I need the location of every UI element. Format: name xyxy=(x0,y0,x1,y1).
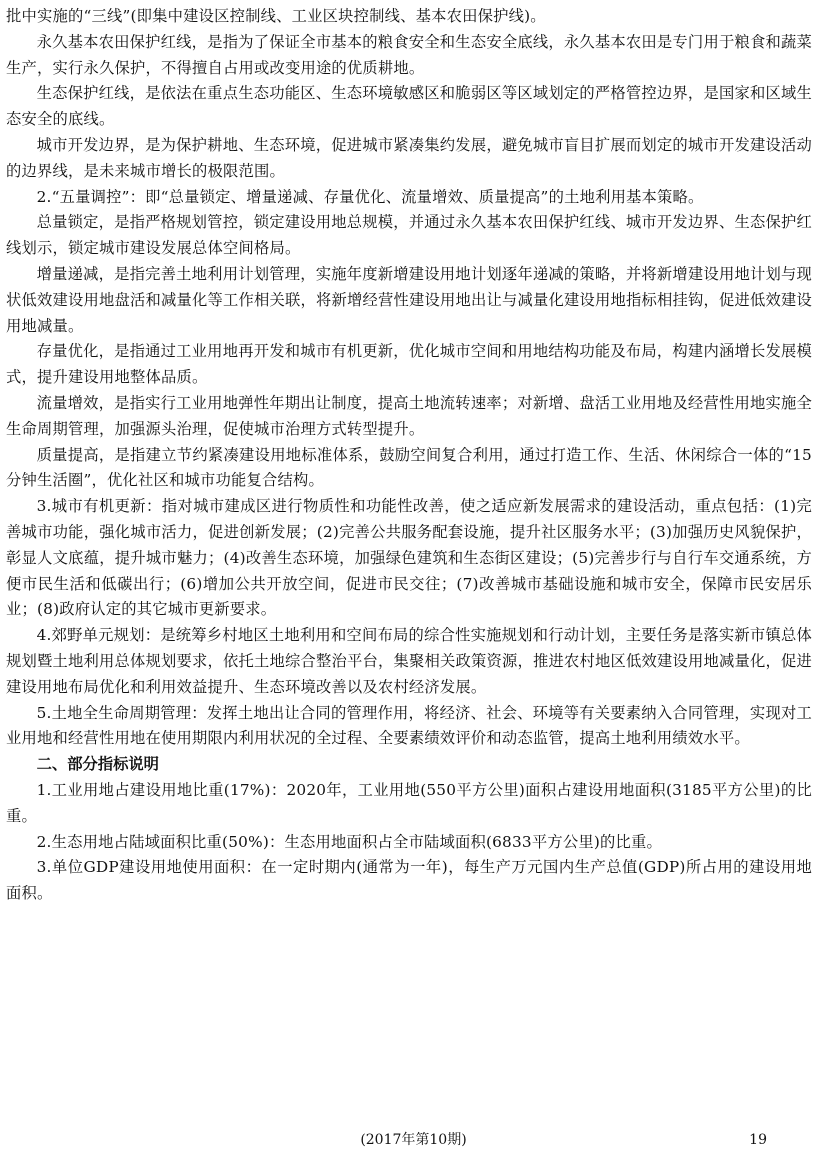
paragraph: 增量递减，是指完善土地利用计划管理，实施年度新增建设用地计划逐年递减的策略，并将新增建设用地计划与现状低效建设用地盘活和减量化等工作相关联，将新增经营性建设用地出让与减量化建设用地指标相挂钩，促进低效建设用地减量。 xyxy=(6,264,812,335)
paragraph: 质量提高，是指建立节约紧凑建设用地标准体系，鼓励空间复合利用，通过打造工作、生活、休闲综合一体的“15分钟生活圈”，优化社区和城市功能复合结构。 xyxy=(6,445,812,490)
indicator-paragraph: 2.生态用地占陆域面积比重(50%)：生态用地面积占全市陆域面积(6833平方公里)的比重。 xyxy=(36,832,662,851)
paragraph: 批中实施的“三线”(即集中建设区控制线、工业区块控制线、基本农田保护线)。 xyxy=(6,7,546,25)
section-heading: 二、部分指标说明 xyxy=(36,755,159,774)
indicator-paragraph: 3.单位GDP建设用地使用面积：在一定时期内(通常为一年)，每生产万元国内生产总值(GDP)所占用的建设用地面积。 xyxy=(6,858,812,903)
body-text xyxy=(6,4,812,907)
paragraph: 城市开发边界，是为保护耕地、生态环境，促进城市紧凑集约发展，避免城市盲目扩展而划定的城市开发建设活动的边界线，是未来城市增长的极限范围。 xyxy=(6,135,812,180)
paragraph: 4.郊野单元规划：是统筹乡村地区土地利用和空间布局的综合性实施规划和行动计划，主要任务是落实新市镇总体规划暨土地利用总体规划要求，依托土地综合整治平台，集聚相关政策资源，推进农村地区低效建设用地减量化，促进建设用地布局优化和利用效益提升、生态环境改善以及农村经济发展。 xyxy=(6,626,812,696)
paragraph: 生态保护红线，是依法在重点生态功能区、生态环境敏感区和脆弱区等区域划定的严格管控边界，是国家和区域生态安全的底线。 xyxy=(6,84,812,129)
indicator-paragraph: 1.工业用地占建设用地比重(17%)：2020年，工业用地(550平方公里)面积占建设用地面积(3185平方公里)的比重。 xyxy=(6,780,812,825)
paragraph: 永久基本农田保护红线，是指为了保证全市基本的粮食安全和生态安全底线，永久基本农田是专门用于粮食和蔬菜生产，实行永久保护，不得擅自占用或改变用途的优质耕地。 xyxy=(6,32,812,77)
paragraph: 流量增效，是指实行工业用地弹性年期出让制度，提高土地流转速率；对新增、盘活工业用地及经营性用地实施全生命周期管理，加强源头治理，促使城市治理方式转型提升。 xyxy=(6,393,812,438)
paragraph: 3.城市有机更新：指对城市建成区进行物质性和功能性改善，使之适应新发展需求的建设活动，重点包括：(1)完善城市功能，强化城市活力，促进创新发展；(2)完善公共服务配套设施，提升社区服务水平；(3)加强历史风貌保护，彰显人文底蕴，提升城市魅力；(4)改善生态环境，加强绿色建筑和生态街区建设；(5)完善步行与自行车交通系统，方便市民生活和低碳出行；(6)增加公共开放空间，促进市民交往；(7)改善城市基础设施和城市安全，保障市民安居乐业；(8)政府认定的其它城市更新要求。 xyxy=(6,497,812,619)
paragraph: 存量优化，是指通过工业用地再开发和城市有机更新，优化城市空间和用地结构功能及布局，构建内涵增长发展模式，提升建设用地整体品质。 xyxy=(6,342,812,387)
page-footer xyxy=(0,1128,827,1152)
page-number: 19 xyxy=(749,1132,767,1148)
paragraph: 5.土地全生命周期管理：发挥土地出让合同的管理作用，将经济、社会、环境等有关要素纳入合同管理，实现对工业用地和经营性用地在使用期限内利用状况的全过程、全要素绩效评价和动态监管，提高土地利用绩效水平。 xyxy=(6,703,812,748)
paragraph: 总量锁定，是指严格规划管控，锁定建设用地总规模，并通过永久基本农田保护红线、城市开发边界、生态保护红线划示，锁定城市建设发展总体空间格局。 xyxy=(6,213,812,258)
paragraph: 2.“五量调控”：即“总量锁定、增量递减、存量优化、流量增效、质量提高”的土地利用基本策略。 xyxy=(36,187,704,206)
issue-label: (2017年第10期) xyxy=(360,1132,467,1148)
